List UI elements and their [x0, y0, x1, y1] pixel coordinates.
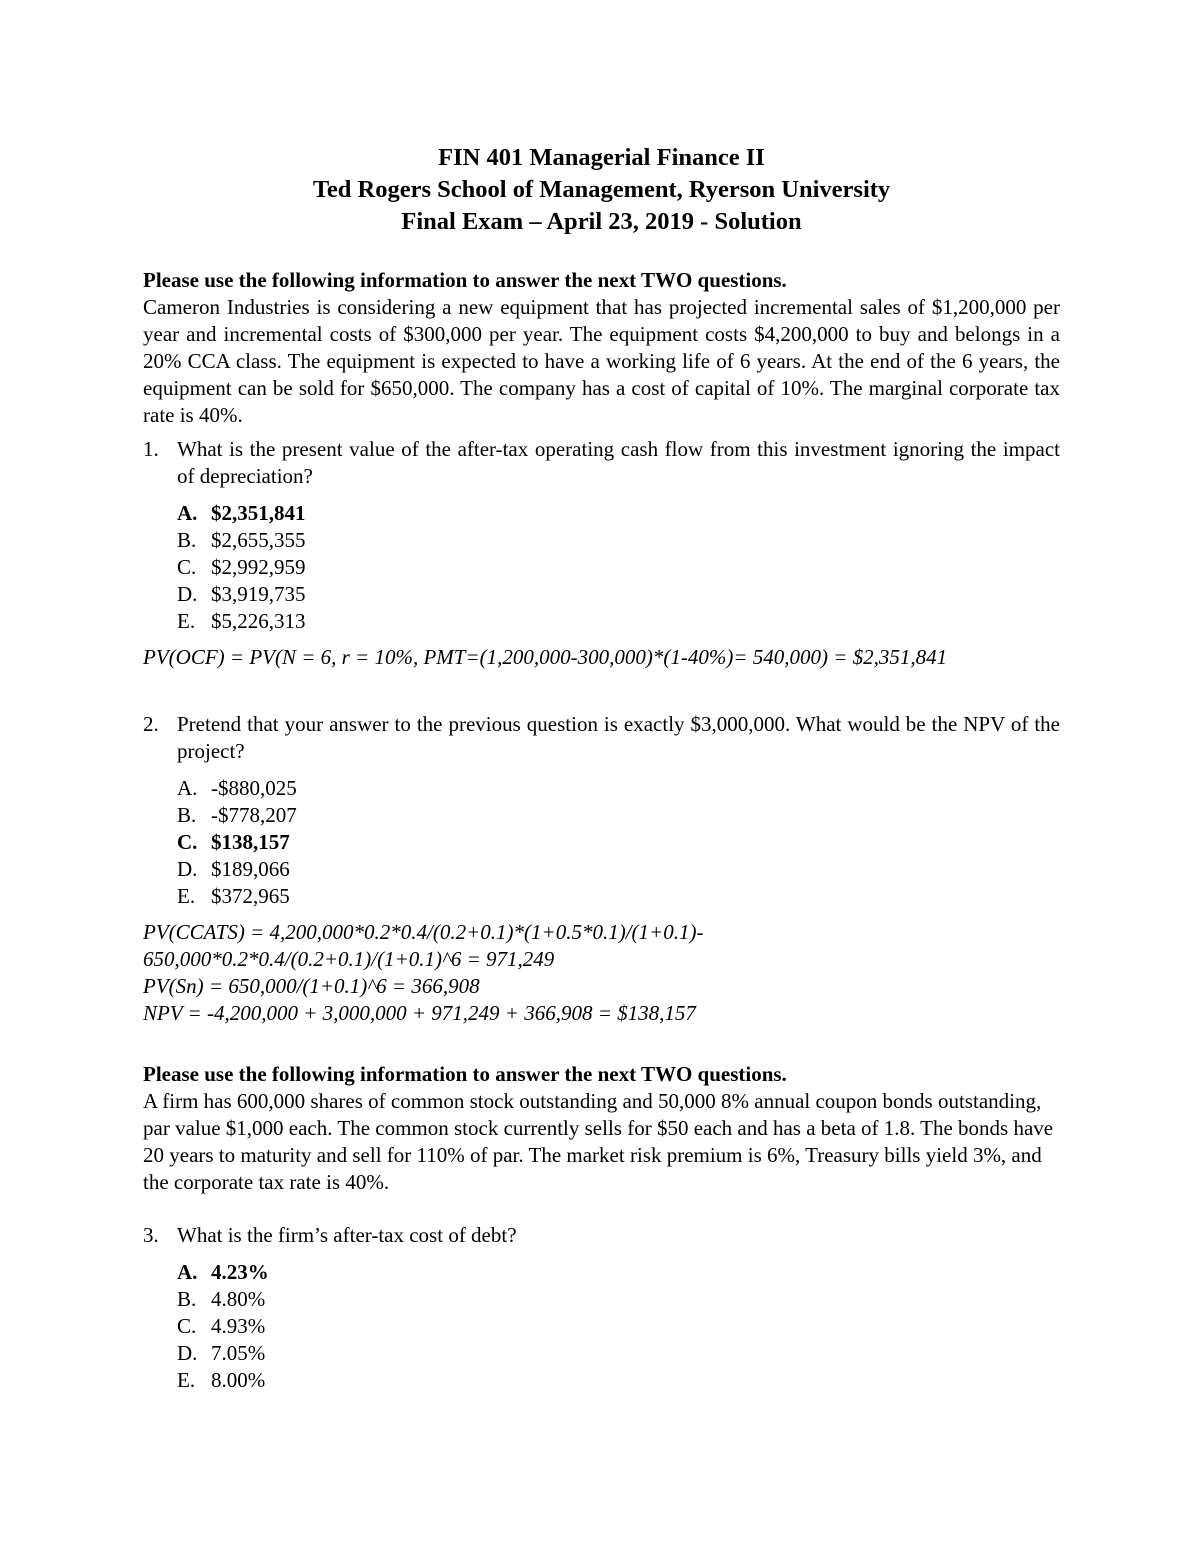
school-name: Ted Rogers School of Management, Ryerson University — [312, 176, 891, 203]
option-letter: B. — [177, 528, 197, 552]
option — [177, 527, 1060, 554]
option — [177, 1367, 1060, 1394]
info-heading: Please use the following information to answer the next TWO questions. — [143, 268, 787, 292]
option-letter: B. — [177, 1287, 197, 1311]
question-number: 1. — [143, 437, 159, 461]
option-letter: A. — [177, 1260, 198, 1284]
option-letter: C. — [177, 830, 198, 854]
option-text: 7.05% — [211, 1341, 266, 1365]
option-letter: A. — [177, 776, 198, 800]
option-text: -$778,207 — [211, 803, 297, 827]
option — [177, 856, 1060, 883]
document-title — [143, 142, 1060, 238]
option-text: $372,965 — [211, 884, 290, 908]
info-text: Cameron Industries is considering a new equipment that has projected incremental sales of $1,200,000 per year and incremental costs of $300,000 per year. The equipment costs $4,200,000 to buy and belongs in a 20% CCA class. The equipment is expected to have a working life of 6 years. At the end of the 6 years, the equipment can be sold for $650,000. The company has a cost of capital of 10%. The marginal corporate tax rate is 40%. — [143, 295, 1060, 427]
option — [177, 1340, 1060, 1367]
option-text: 8.00% — [211, 1368, 266, 1392]
option — [177, 1313, 1060, 1340]
option-text: $2,992,959 — [211, 555, 306, 579]
option-letter: E. — [177, 1368, 196, 1392]
option-text: 4.93% — [211, 1314, 266, 1338]
info-section-2 — [143, 1061, 1060, 1196]
question-1 — [143, 436, 1060, 671]
option-letter: D. — [177, 1341, 198, 1365]
option-text: 4.23% — [211, 1260, 269, 1284]
question-number: 3. — [143, 1223, 159, 1247]
solution-line: PV(Sn) = 650,000/(1+0.1)^6 = 366,908 — [143, 974, 480, 998]
option-letter: D. — [177, 857, 198, 881]
option — [177, 802, 1060, 829]
question-text: Pretend that your answer to the previous question is exactly $3,000,000. What would be the NPV of the project? — [177, 712, 1060, 763]
exam-page — [143, 142, 1060, 1394]
option — [177, 581, 1060, 608]
option-text: $138,157 — [211, 830, 290, 854]
solution-line: PV(OCF) = PV(N = 6, r = 10%, PMT=(1,200,000-300,000)*(1-40%)= 540,000) = $2,351,841 — [143, 645, 948, 669]
info-text: A firm has 600,000 shares of common stock outstanding and 50,000 8% annual coupon bonds outstanding, par value $1,000 each. The common stock currently sells for $50 each and has a beta of 1.8. The bonds have 20 years to maturity and sell for 110% of par. The market risk premium is 6%, Treasury bills yield 3%, and the corporate tax rate is 40%. — [143, 1089, 1054, 1194]
option-correct — [177, 500, 1060, 527]
question-number: 2. — [143, 712, 159, 736]
course-title: FIN 401 Managerial Finance II — [438, 144, 765, 171]
answer-options — [177, 1259, 1060, 1394]
option-text: $5,226,313 — [211, 609, 306, 633]
option-correct — [177, 829, 1060, 856]
solution — [143, 644, 1060, 671]
option-correct — [177, 1259, 1060, 1286]
option — [177, 883, 1060, 910]
option-letter: D. — [177, 582, 198, 606]
question-stem — [143, 711, 1060, 765]
answer-options — [177, 500, 1060, 635]
option — [177, 608, 1060, 635]
option-text: $189,066 — [211, 857, 290, 881]
solution-line: NPV = -4,200,000 + 3,000,000 + 971,249 + 366,908 = $138,157 — [143, 1001, 696, 1025]
answer-options — [177, 775, 1060, 910]
option-text: -$880,025 — [211, 776, 297, 800]
option-letter: B. — [177, 803, 197, 827]
question-3 — [143, 1222, 1060, 1394]
info-heading: Please use the following information to answer the next TWO questions. — [143, 1062, 787, 1086]
solution-line: 650,000*0.2*0.4/(0.2+0.1)/(1+0.1)^6 = 971,249 — [143, 947, 555, 971]
option — [177, 1286, 1060, 1313]
question-stem — [143, 1222, 1060, 1249]
option-text: 4.80% — [211, 1287, 266, 1311]
option-letter: C. — [177, 1314, 197, 1338]
question-text: What is the present value of the after-tax operating cash flow from this investment ignoring the impact of depreciation? — [177, 437, 1060, 488]
option-letter: A. — [177, 501, 198, 525]
option — [177, 554, 1060, 581]
option — [177, 775, 1060, 802]
solution — [143, 919, 1060, 1027]
option-text: $2,655,355 — [211, 528, 306, 552]
exam-title: Final Exam – April 23, 2019 - Solution — [401, 208, 802, 235]
option-letter: C. — [177, 555, 197, 579]
option-letter: E. — [177, 884, 196, 908]
option-letter: E. — [177, 609, 196, 633]
option-text: $2,351,841 — [211, 501, 306, 525]
question-2 — [143, 711, 1060, 1027]
option-text: $3,919,735 — [211, 582, 306, 606]
solution-line: PV(CCATS) = 4,200,000*0.2*0.4/(0.2+0.1)*(1+0.5*0.1)/(1+0.1)- — [143, 920, 704, 944]
question-stem — [143, 436, 1060, 490]
info-section-1 — [143, 267, 1060, 429]
question-text: What is the firm’s after-tax cost of debt? — [177, 1223, 517, 1247]
